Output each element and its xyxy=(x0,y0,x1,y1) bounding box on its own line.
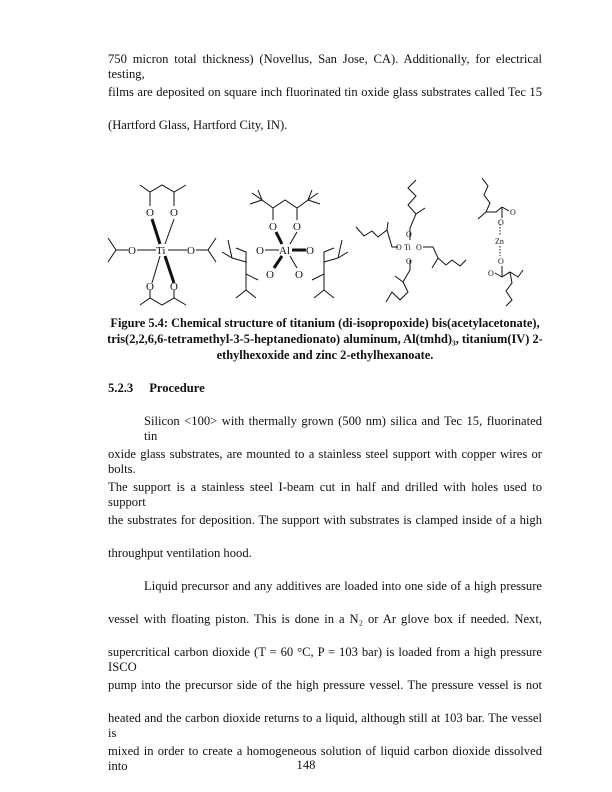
oxygen-label: O xyxy=(406,230,412,239)
oxygen-label: O xyxy=(269,221,277,233)
text-line: vessel with floating piston. This is done in a N₂ or Ar glove box if needed. Next, xyxy=(108,612,542,626)
oxygen-label: O xyxy=(295,269,303,281)
section-heading xyxy=(108,381,542,396)
titanium-label: Ti xyxy=(404,243,411,252)
oxygen-label: O xyxy=(146,207,154,219)
page-number: 148 xyxy=(296,758,316,772)
titanium-ethylhexoxide-structure xyxy=(356,180,466,302)
oxygen-label: O xyxy=(406,257,412,266)
text-line: Silicon <100> with thermally grown (500 nm) silica and Tec 15, fluorinated tin xyxy=(144,414,542,443)
oxygen-label: O xyxy=(510,208,516,217)
text-line: Liquid precursor and any additives are loaded into one side of a high pressure xyxy=(144,579,542,593)
text-line: throughput ventilation hood. xyxy=(108,546,252,560)
text-line: The support is a stainless steel I-beam cut in half and drilled with holes used to support xyxy=(108,480,542,509)
text-line: pump into the precursor side of the high pressure vessel. The pressure vessel is not xyxy=(108,678,542,692)
figure-caption-line: ethylhexoxide and zinc 2-ethylhexanoate. xyxy=(216,348,434,362)
aluminum-label: Al xyxy=(279,245,290,257)
figure-caption-line: tris(2,2,6,6-tetramethyl-3-5-heptanedionato) aluminum, Al(tmhd)₃, titanium(IV) 2- xyxy=(107,332,543,346)
section-title: Procedure xyxy=(149,381,205,395)
oxygen-label: O xyxy=(396,243,402,252)
oxygen-label: O xyxy=(306,245,314,257)
oxygen-label: O xyxy=(170,207,178,219)
titanium-diisopropoxide-bisacac-structure xyxy=(108,185,216,305)
zinc-label: Zn xyxy=(495,237,504,246)
oxygen-label: O xyxy=(256,245,264,257)
oxygen-label: O xyxy=(266,269,274,281)
figure-caption-line: Figure 5.4: Chemical structure of titanium (di-isopropoxide) bis(acetylacetonate), xyxy=(110,316,540,330)
titanium-label: Ti xyxy=(156,245,166,257)
text-line: oxide glass substrates, are mounted to a stainless steel support with copper wires or bolts. xyxy=(108,447,542,476)
oxygen-label: O xyxy=(187,245,195,257)
oxygen-label: O xyxy=(146,281,154,293)
zinc-ethylhexanoate-structure xyxy=(478,178,523,306)
chemical-structures-figure xyxy=(0,172,612,312)
section-number: 5.2.3 xyxy=(108,381,134,395)
oxygen-label: O xyxy=(488,269,494,278)
text-line: (Hartford Glass, Hartford City, IN). xyxy=(108,118,288,132)
text-line: heated and the carbon dioxide returns to a liquid, although still at 103 bar. The vessel is xyxy=(108,711,542,740)
text-line: 750 micron total thickness) (Novellus, San Jose, CA). Additionally, for electrical testing, xyxy=(108,52,542,81)
oxygen-label: O xyxy=(498,218,504,227)
oxygen-label: O xyxy=(170,281,178,293)
aluminum-tmhd-structure xyxy=(222,190,348,298)
oxygen-label: O xyxy=(498,257,504,266)
text-line: mixed in order to create a homogeneous solution of liquid carbon dioxide dissolved into xyxy=(108,744,542,773)
text-line: supercritical carbon dioxide (T = 60 °C, P = 103 bar) is loaded from a high pressure ISCO xyxy=(108,645,542,674)
text-line: the substrates for deposition. The support with substrates is clamped inside of a high xyxy=(108,513,542,527)
text-line: films are deposited on square inch fluorinated tin oxide glass substrates called Tec 15 xyxy=(108,85,542,99)
oxygen-label: O xyxy=(416,243,422,252)
oxygen-label: O xyxy=(128,245,136,257)
oxygen-label: O xyxy=(293,221,301,233)
